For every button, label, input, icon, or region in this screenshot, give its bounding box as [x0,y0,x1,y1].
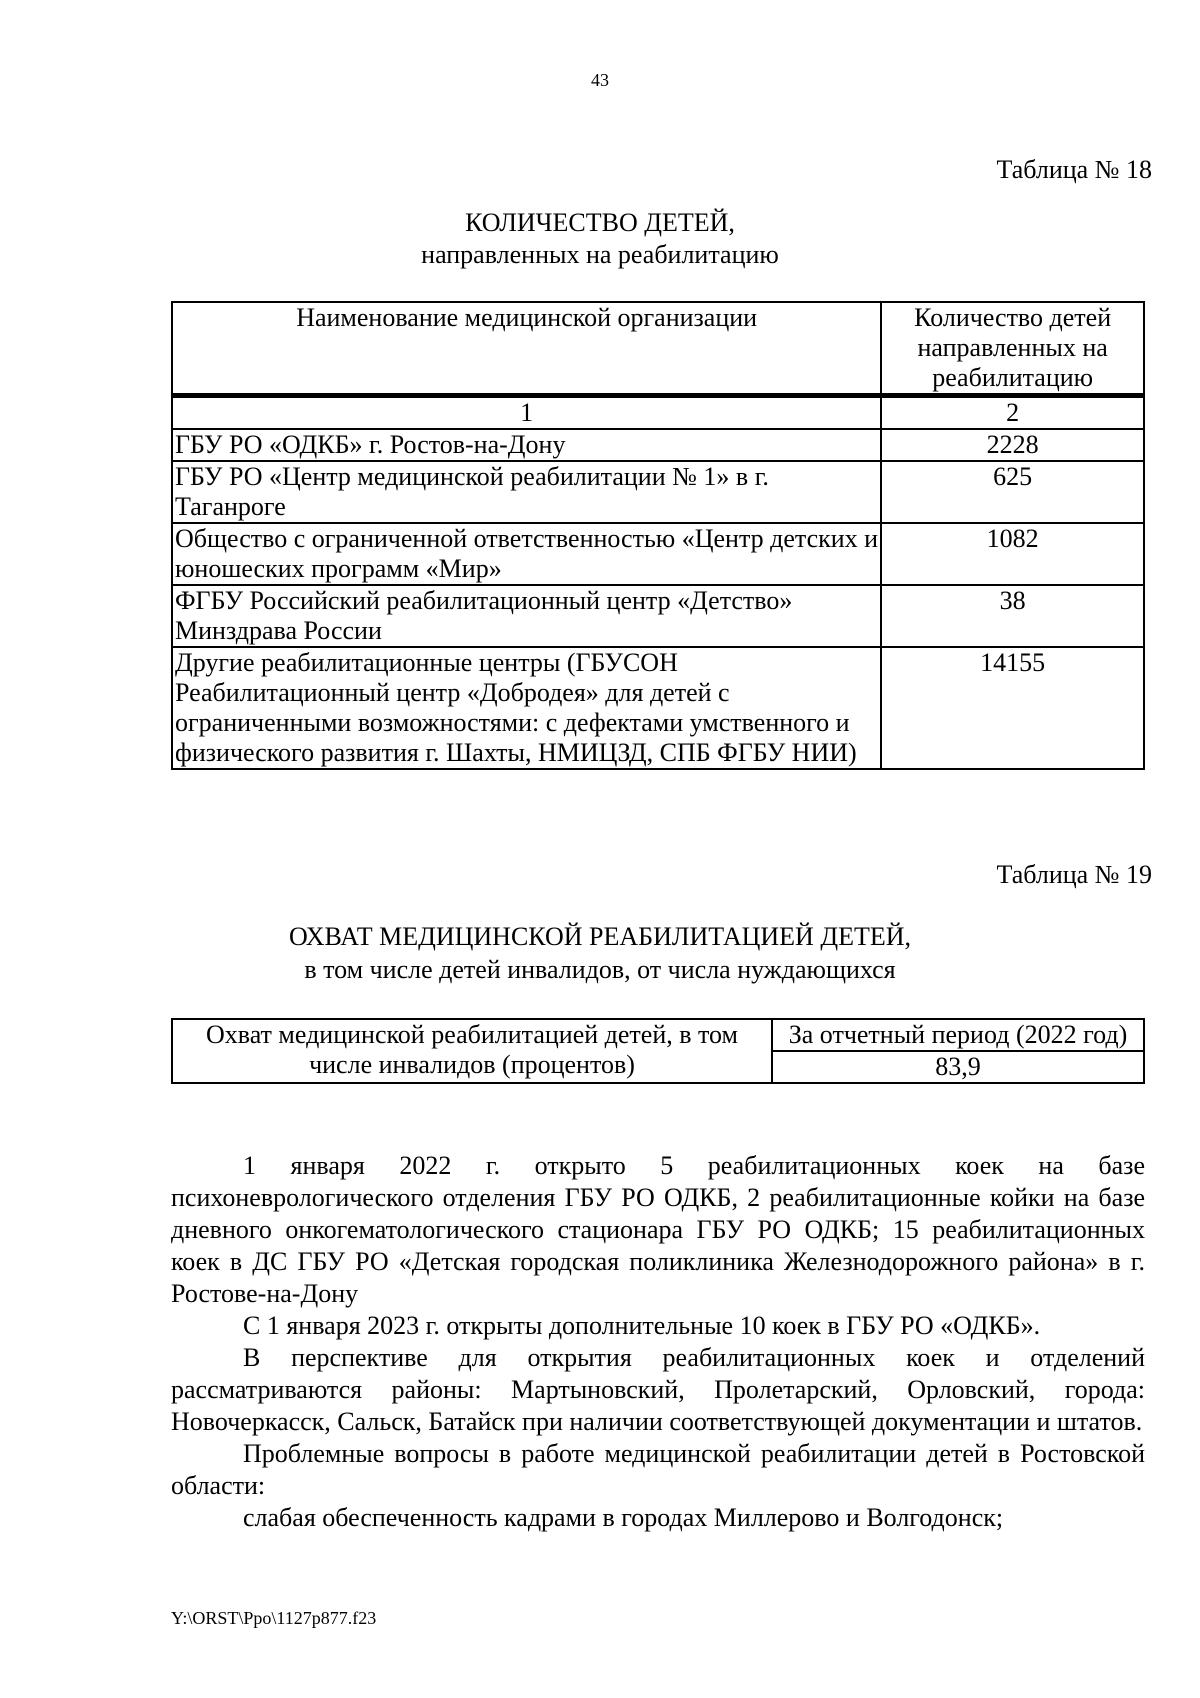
table-row [172,647,1144,769]
table-18-title: КОЛИЧЕСТВО ДЕТЕЙ, [465,208,735,237]
table-19-subtitle: в том числе детей инвалидов, от числа нуждающихся [304,955,896,984]
header-count: Количество детей направленных на реабилитацию [881,302,1144,396]
table-19 [171,1018,1145,1084]
paragraph: Проблемные вопросы в работе медицинской реабилитации детей в Ростовской области: [171,1439,1145,1500]
table-row [172,429,1144,461]
paragraph: С 1 января 2023 г. открыты дополнительные 10 коек в ГБУ РО «ОДКБ». [243,1311,1041,1340]
period-header: За отчетный период (2022 год) [772,1019,1144,1051]
coverage-label: Охват медицинской реабилитацией детей, в том числе инвалидов (процентов) [172,1019,772,1083]
children-count: 14155 [881,647,1144,769]
children-count: 38 [881,585,1144,647]
table-header-row [172,302,1144,396]
children-count: 1082 [881,523,1144,585]
header-org: Наименование медицинской организации [172,302,881,396]
column-number-row [172,396,1144,430]
table-row [172,585,1144,647]
column-number-1: 1 [172,396,881,430]
table-18-caption: Таблица № 18 [996,155,1152,184]
table-19-title: ОХВАТ МЕДИЦИНСКОЙ РЕАБИЛИТАЦИЕЙ ДЕТЕЙ, [289,922,911,951]
org-name: ФГБУ Российский реабилитационный центр «Детство» Минздрава России [172,585,881,647]
org-name: ГБУ РО «Центр медицинской реабилитации № 1» в г. Таганроге [172,461,881,523]
table-row [172,523,1144,585]
paragraph: 1 января 2022 г. открыто 5 реабилитационных коек на базе психоневрологического отделения ГБУ РО ОДКБ, 2 реабилитационные койки на базе дневного онкогематологического стационара ГБУ РО ОДКБ; 15 реабилитационных коек в ДС ГБУ РО «Детская городская поликлиника Железнодорожного района» в г. Ростове-на-Дону [171,1151,1145,1308]
paragraph: слабая обеспеченность кадрами в городах Миллерово и Волгодонск; [243,1503,1004,1532]
footer-file-path: Y:\ORST\Ppo\1127p877.f23 [171,1608,377,1628]
table-19-caption: Таблица № 19 [996,860,1152,889]
paragraph: В перспективе для открытия реабилитационных коек и отделений рассматриваются районы: Мартыновский, Пролетарский, Орловский, города: Новочеркасск, Сальск, Батайск при наличии соответствующей документации и штатов. [171,1343,1145,1436]
org-name: Общество с ограниченной ответственностью «Центр детских и юношеских программ «Мир» [172,523,881,585]
children-count: 625 [881,461,1144,523]
table-18-subtitle: направленных на реабилитацию [421,240,779,269]
children-count: 2228 [881,429,1144,461]
table-row [172,1019,1144,1051]
table-row [172,461,1144,523]
table-18 [171,301,1145,770]
org-name: Другие реабилитационные центры (ГБУСОН Реабилитационный центр «Добродея» для детей с ограниченными возможностями: с дефектами умственного и физического развития г. Шахты, НМИЦЗД, СПБ ФГБУ НИИ) [172,647,881,769]
column-number-2: 2 [881,396,1144,430]
org-name: ГБУ РО «ОДКБ» г. Ростов-на-Дону [172,429,881,461]
body-text [171,1150,1145,1534]
coverage-value: 83,9 [772,1051,1144,1083]
page-number: 43 [591,70,609,90]
